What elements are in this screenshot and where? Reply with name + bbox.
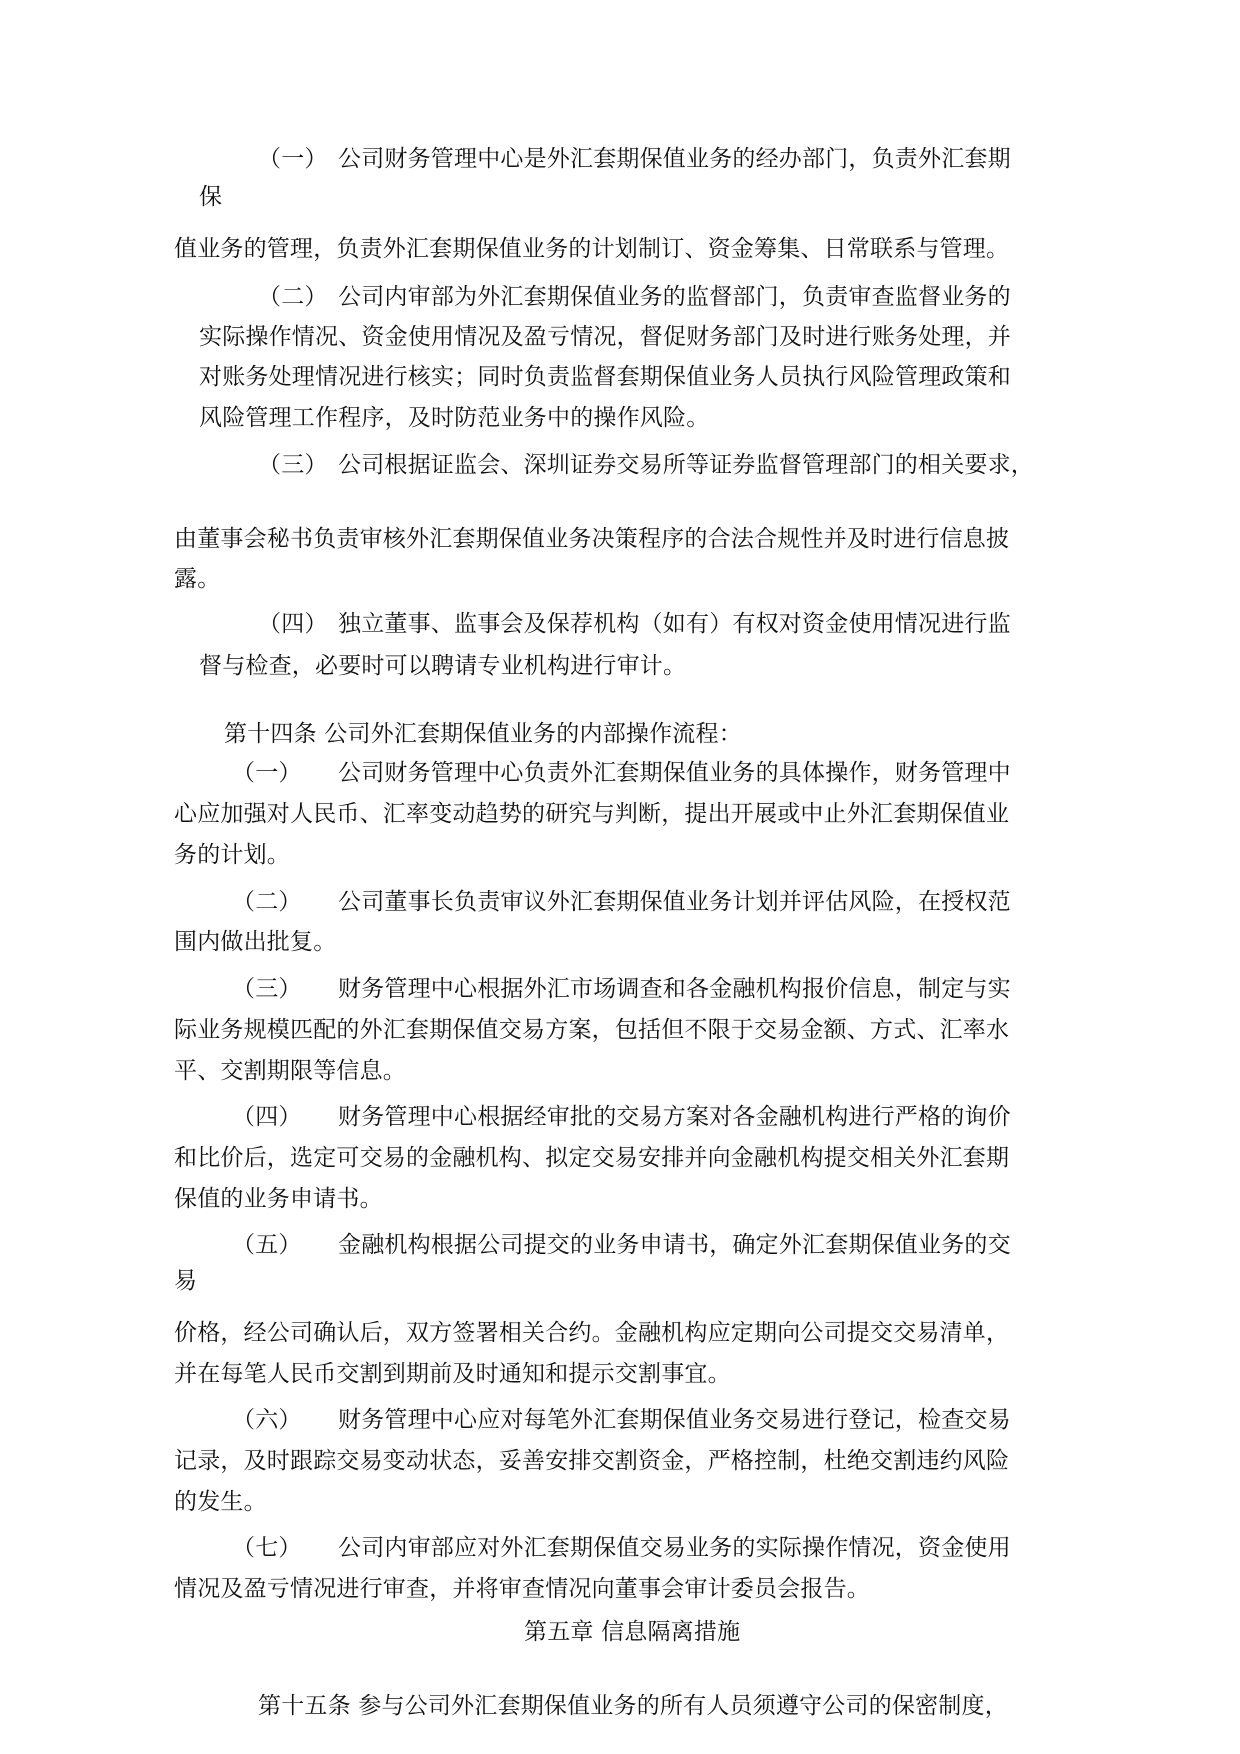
a14-i1-text1: 公司财务管理中心负责外汇套期保值业务的具体操作，财务管理中 [338, 760, 1011, 786]
b1-line1 [258, 144, 1011, 174]
a14-i4-line1 [232, 1102, 1011, 1132]
a14-i1-line2: 心应加强对人民币、汇率变动趋势的研究与判断，提出开展或中止外汇套期保值业 [174, 801, 1010, 827]
a14-i5-line3: 价格，经公司确认后，双方签署相关合约。金融机构应定期向公司提交交易清单， [174, 1320, 1010, 1346]
a14-i5-line1 [232, 1230, 1011, 1260]
a14-i6-label: （六） [232, 1407, 302, 1433]
b3-line1 [258, 450, 1034, 480]
b2-line4: 风险管理工作程序，及时防范业务中的操作风险。 [199, 405, 710, 431]
article14-title: 第十四条 公司外汇套期保值业务的内部操作流程： [224, 721, 742, 747]
a14-i6-line2: 记录，及时跟踪交易变动状态，妥善安排交割资金，严格控制，杜绝交割违约风险 [174, 1448, 1010, 1474]
a14-i2-line2: 围内做出批复。 [174, 929, 337, 955]
b2-line3: 对账务处理情况进行核实；同时负责监督套期保值业务人员执行风险管理政策和 [199, 364, 1011, 390]
a14-i1-label: （一） [232, 760, 302, 786]
a14-i3-text1: 财务管理中心根据外汇市场调查和各金融机构报价信息，制定与实 [338, 976, 1011, 1002]
a14-i5-line2: 易 [174, 1268, 198, 1294]
a14-i2-line1 [232, 887, 1011, 917]
b3-text1: 公司根据证监会、深圳证券交易所等证券监督管理部门的相关要求， [338, 452, 1034, 478]
article15-line1: 第十五条 参与公司外汇套期保值业务的所有人员须遵守公司的保密制度， [258, 1693, 1008, 1719]
a14-i1-line1 [232, 758, 1011, 788]
a14-i4-line3: 保值的业务申请书。 [174, 1186, 383, 1212]
b2-text1: 公司内审部为外汇套期保值业务的监督部门，负责审查监督业务的 [338, 284, 1011, 310]
a14-i6-line3: 的发生。 [174, 1489, 267, 1515]
chapter5-heading: 第五章 信息隔离措施 [524, 1619, 741, 1645]
a14-i7-line2: 情况及盈亏情况进行审查，并将审查情况向董事会审计委员会报告。 [174, 1576, 870, 1602]
a14-i4-line2: 和比价后，选定可交易的金融机构、拟定交易安排并向金融机构提交相关外汇套期 [174, 1145, 1010, 1171]
a14-i4-text1: 财务管理中心根据经审批的交易方案对各金融机构进行严格的询价 [338, 1104, 1011, 1130]
b1-label: （一） [258, 146, 328, 172]
a14-i3-line3: 平、交割期限等信息。 [174, 1058, 406, 1084]
b4-label: （四） [258, 611, 328, 637]
b3-label: （三） [258, 452, 328, 478]
a14-i6-line1 [232, 1405, 1011, 1435]
a14-i5-label: （五） [232, 1232, 302, 1258]
b1-line3: 值业务的管理，负责外汇套期保值业务的计划制订、资金筹集、日常联系与管理。 [174, 236, 1010, 262]
a14-i2-label: （二） [232, 889, 302, 915]
a14-i4-label: （四） [232, 1104, 302, 1130]
b4-line2: 督与检查，必要时可以聘请专业机构进行审计。 [199, 653, 687, 679]
a14-i2-text1: 公司董事长负责审议外汇套期保值业务计划并评估风险，在授权范 [338, 889, 1011, 915]
b4-text1: 独立董事、监事会及保荐机构（如有）有权对资金使用情况进行监 [338, 611, 1011, 637]
b3-line2: 由董事会秘书负责审核外汇套期保值业务决策程序的合法合规性并及时进行信息披 [174, 526, 1010, 552]
a14-i3-line1 [232, 974, 1011, 1004]
a14-i1-line3: 务的计划。 [174, 842, 290, 868]
a14-i5-line4: 并在每笔人民币交割到期前及时通知和提示交割事宜。 [174, 1361, 731, 1387]
a14-i7-text1: 公司内审部应对外汇套期保值交易业务的实际操作情况，资金使用 [338, 1535, 1011, 1561]
a14-i5-text1: 金融机构根据公司提交的业务申请书，确定外汇套期保值业务的交 [338, 1232, 1011, 1258]
b4-line1 [258, 609, 1011, 639]
b2-line2: 实际操作情况、资金使用情况及盈亏情况，督促财务部门及时进行账务处理，并 [199, 324, 1011, 350]
a14-i7-line1 [232, 1533, 1011, 1563]
b2-label: （二） [258, 284, 328, 310]
b3-line3: 露。 [174, 566, 221, 592]
a14-i7-label: （七） [232, 1535, 302, 1561]
b1-text1: 公司财务管理中心是外汇套期保值业务的经办部门，负责外汇套期 [338, 146, 1011, 172]
a14-i6-text1: 财务管理中心应对每笔外汇套期保值业务交易进行登记，检查交易 [338, 1407, 1011, 1433]
b1-line2: 保 [199, 184, 223, 210]
b2-line1 [258, 282, 1011, 312]
a14-i3-label: （三） [232, 976, 302, 1002]
a14-i3-line2: 际业务规模匹配的外汇套期保值交易方案，包括但不限于交易金额、方式、汇率水 [174, 1017, 1010, 1043]
